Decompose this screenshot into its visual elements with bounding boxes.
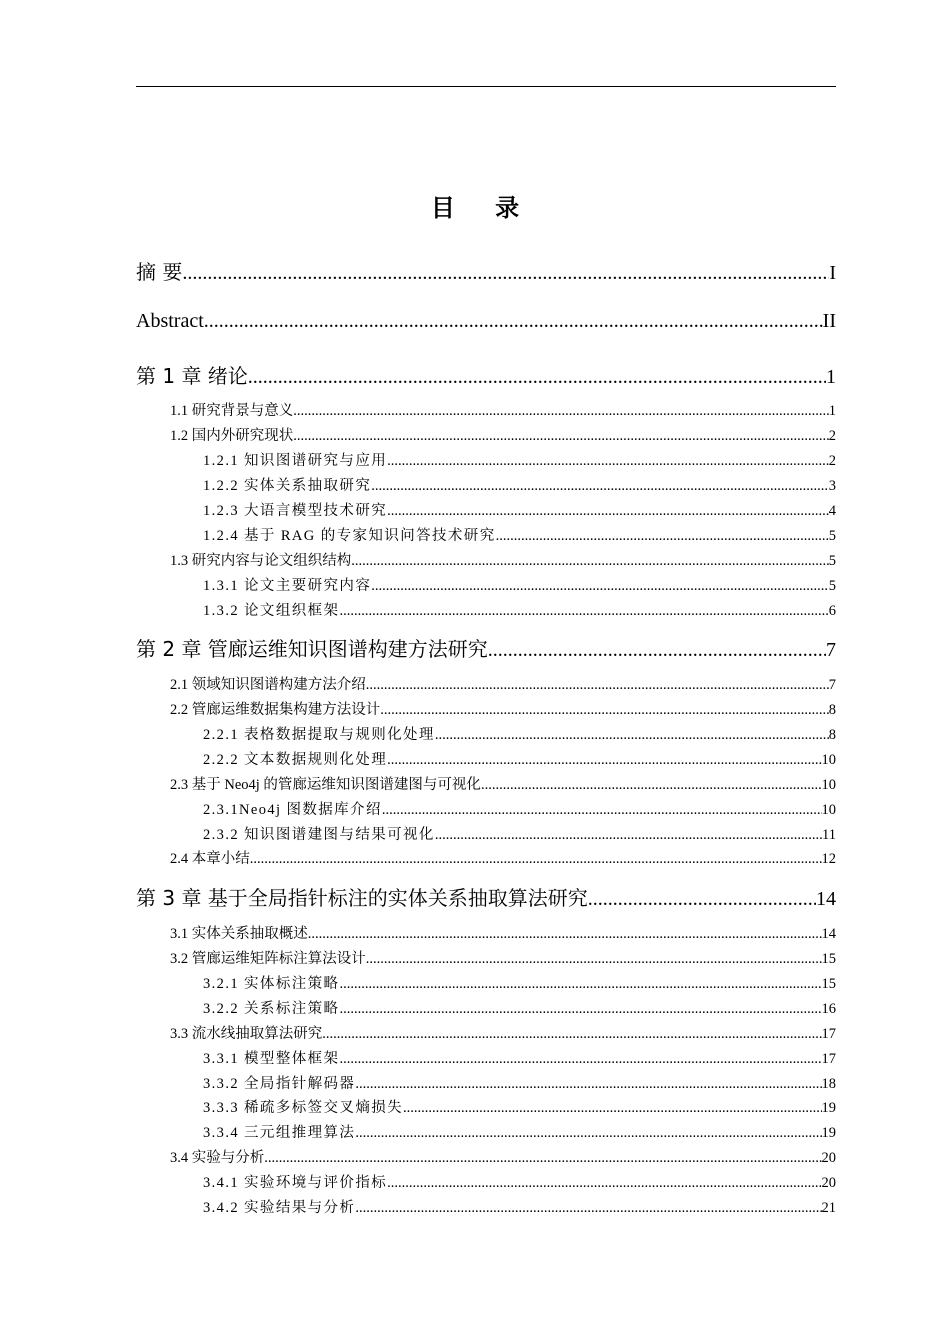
toc-entry-page: 15 — [821, 976, 836, 992]
leader-dots — [250, 851, 822, 868]
leader-dots — [435, 727, 829, 744]
toc-entry-subsection[interactable] — [203, 1171, 836, 1192]
toc-entry-label: 1.2.4 基于 RAG 的专家知识问答技术研究 — [203, 528, 496, 544]
toc-entry-label: 3.4.2 实验结果与分析 — [203, 1200, 356, 1216]
toc-entry-abstract-en[interactable] — [136, 310, 836, 333]
toc-entry-label: 2.3 基于 Neo4j 的管廊运维知识图谱建图与可视化 — [170, 777, 481, 793]
toc-entry-section[interactable] — [170, 947, 836, 968]
leader-dots — [371, 478, 829, 495]
toc-entry-label: 第 1 章 绪论 — [136, 364, 248, 388]
leader-dots — [366, 951, 822, 968]
leader-dots — [387, 1175, 821, 1192]
toc-entry-page: 7 — [826, 639, 836, 661]
toc-entry-label: 2.2.2 文本数据规则化处理 — [203, 752, 388, 768]
leader-dots — [351, 553, 829, 570]
leader-dots — [339, 1001, 821, 1018]
toc-entry-subsection[interactable] — [203, 798, 836, 819]
toc-entry-section[interactable] — [170, 1022, 836, 1043]
toc-entry-label: 2.3.1Neo4j 图数据库介绍 — [203, 802, 382, 818]
toc-entry-page: 8 — [828, 702, 836, 718]
toc-entry-label: 3.3.3 稀疏多标签交叉熵损失 — [203, 1100, 404, 1116]
toc-entry-label: 第 2 章 管廊运维知识图谱构建方法研究 — [136, 637, 488, 661]
toc-entry-subsection[interactable] — [203, 474, 836, 495]
toc-entry-page: I — [829, 262, 836, 284]
toc-entry-label: 1.1 研究背景与意义 — [170, 403, 294, 419]
leader-dots — [387, 752, 821, 769]
toc-entry-page: II — [822, 310, 836, 332]
toc-entry-label: 3.4.1 实验环境与评价指标 — [203, 1175, 388, 1191]
toc-entry-page: 4 — [828, 503, 836, 519]
toc-entry-label: 2.1 领域知识图谱构建方法介绍 — [170, 677, 366, 693]
toc-entry-section[interactable] — [170, 1146, 836, 1167]
toc-entry-label: Abstract — [136, 310, 204, 332]
toc-entry-label: 3.4 实验与分析 — [170, 1150, 265, 1166]
toc-entry-subsection[interactable] — [203, 1196, 836, 1217]
toc-entry-subsection[interactable] — [203, 748, 836, 769]
toc-entry-label: 3.1 实体关系抽取概述 — [170, 926, 308, 942]
toc-entry-page: 5 — [828, 553, 836, 569]
toc-entry-page: 2 — [828, 428, 836, 444]
toc-entry-page: 5 — [828, 528, 836, 544]
toc-entry-subsection[interactable] — [203, 1096, 836, 1117]
leader-dots — [339, 1051, 821, 1068]
toc-entry-page: 8 — [828, 727, 836, 743]
toc-entry-label: 1.2.1 知识图谱研究与应用 — [203, 453, 388, 469]
toc-entry-page: 5 — [828, 578, 836, 594]
toc-entry-page: 19 — [821, 1125, 836, 1141]
leader-dots — [355, 1125, 821, 1142]
toc-entry-page: 20 — [821, 1175, 836, 1191]
toc-entry-subsection[interactable] — [203, 499, 836, 520]
toc-entry-chapter-1[interactable] — [136, 360, 836, 389]
toc-entry-label: 摘 要 — [136, 260, 183, 284]
toc-entry-page: 2 — [828, 453, 836, 469]
toc-entry-section[interactable] — [170, 424, 836, 445]
leader-dots — [371, 578, 829, 595]
toc-entry-section[interactable] — [170, 847, 836, 868]
toc-entry-label: 1.2.3 大语言模型技术研究 — [203, 503, 388, 519]
leader-dots — [293, 428, 829, 445]
leader-dots — [204, 310, 823, 333]
toc-entry-page: 1 — [828, 403, 836, 419]
toc-entry-label: 3.3.1 模型整体框架 — [203, 1051, 340, 1067]
leader-dots — [435, 827, 822, 844]
toc-entry-label: 3.2 管廊运维矩阵标注算法设计 — [170, 951, 366, 967]
toc-entry-subsection[interactable] — [203, 823, 836, 844]
toc-entry-label: 3.3.2 全局指针解码器 — [203, 1076, 356, 1092]
toc-entry-section[interactable] — [170, 673, 836, 694]
toc-entry-label: 2.3.2 知识图谱建图与结果可视化 — [203, 827, 435, 843]
toc-entry-label: 3.2.2 关系标注策略 — [203, 1001, 340, 1017]
toc-entry-subsection[interactable] — [203, 1047, 836, 1068]
toc-entry-page: 10 — [821, 777, 836, 793]
toc-entry-subsection[interactable] — [203, 997, 836, 1018]
leader-dots — [322, 1026, 821, 1043]
toc-entry-label: 3.2.1 实体标注策略 — [203, 976, 340, 992]
toc-entry-label: 1.3.1 论文主要研究内容 — [203, 578, 372, 594]
toc-entry-section[interactable] — [170, 773, 836, 794]
toc-entry-label: 2.4 本章小结 — [170, 851, 250, 867]
toc-entry-label: 1.2.2 实体关系抽取研究 — [203, 478, 372, 494]
toc-entry-label: 2.2.1 表格数据提取与规则化处理 — [203, 727, 435, 743]
leader-dots — [488, 639, 826, 662]
toc-title: 目 录 — [430, 194, 536, 222]
header-rule — [136, 86, 836, 87]
toc-entry-page: 17 — [821, 1051, 836, 1067]
toc-entry-subsection[interactable] — [203, 449, 836, 470]
toc-entry-label: 1.3 研究内容与论文组织结构 — [170, 553, 352, 569]
toc-entry-label: 3.3 流水线抽取算法研究 — [170, 1026, 323, 1042]
toc-entry-page: 10 — [821, 752, 836, 768]
toc-entry-abstract-cn[interactable] — [136, 256, 836, 285]
leader-dots — [355, 1076, 821, 1093]
leader-dots — [481, 777, 822, 794]
leader-dots — [387, 503, 829, 520]
toc-entry-chapter-3[interactable] — [136, 882, 836, 911]
leader-dots — [403, 1100, 821, 1117]
toc-entry-page: 1 — [826, 366, 836, 388]
toc-entry-section[interactable] — [170, 698, 836, 719]
toc-entry-label: 2.2 管廊运维数据集构建方法设计 — [170, 702, 381, 718]
leader-dots — [248, 366, 826, 389]
toc-entry-subsection[interactable] — [203, 574, 836, 595]
toc-entry-subsection[interactable] — [203, 723, 836, 744]
toc-entry-page: 20 — [821, 1150, 836, 1166]
leader-dots — [366, 677, 829, 694]
leader-dots — [382, 802, 822, 819]
leader-dots — [496, 528, 829, 545]
toc-entry-subsection[interactable] — [203, 1072, 836, 1093]
toc-entry-page: 17 — [821, 1026, 836, 1042]
toc-entry-section[interactable] — [170, 399, 836, 420]
toc-entry-subsection[interactable] — [203, 524, 836, 545]
toc-entry-subsection[interactable] — [203, 599, 836, 620]
leader-dots — [339, 603, 828, 620]
toc-entry-subsection[interactable] — [203, 972, 836, 993]
toc-entry-label: 第 3 章 基于全局指针标注的实体关系抽取算法研究 — [136, 886, 588, 910]
toc-entry-page: 11 — [822, 827, 836, 843]
toc-entry-page: 12 — [821, 851, 836, 867]
leader-dots — [293, 403, 829, 420]
leader-dots — [264, 1150, 821, 1167]
toc-entry-label: 1.2 国内外研究现状 — [170, 428, 294, 444]
toc-entry-label: 1.3.2 论文组织框架 — [203, 603, 340, 619]
toc-entry-page: 3 — [828, 478, 836, 494]
leader-dots — [380, 702, 829, 719]
toc-entry-page: 19 — [821, 1100, 836, 1116]
leader-dots — [339, 976, 821, 993]
toc-entry-section[interactable] — [170, 922, 836, 943]
toc-entry-page: 14 — [821, 926, 836, 942]
toc-entry-page: 10 — [821, 802, 836, 818]
toc-entry-subsection[interactable] — [203, 1121, 836, 1142]
leader-dots — [588, 888, 816, 911]
toc-entry-page: 7 — [828, 677, 836, 693]
toc-entry-page: 18 — [821, 1076, 836, 1092]
toc-entry-page: 15 — [821, 951, 836, 967]
toc-entry-label: 3.3.4 三元组推理算法 — [203, 1125, 356, 1141]
toc-entry-section[interactable] — [170, 549, 836, 570]
leader-dots — [355, 1200, 821, 1217]
toc-entry-page: 16 — [821, 1001, 836, 1017]
toc-entry-page: 21 — [821, 1200, 836, 1216]
toc-entry-page: 14 — [816, 888, 836, 910]
leader-dots — [387, 453, 829, 470]
leader-dots — [182, 262, 829, 285]
toc-entry-page: 6 — [828, 603, 836, 619]
toc-entry-chapter-2[interactable] — [136, 633, 836, 662]
leader-dots — [308, 926, 822, 943]
